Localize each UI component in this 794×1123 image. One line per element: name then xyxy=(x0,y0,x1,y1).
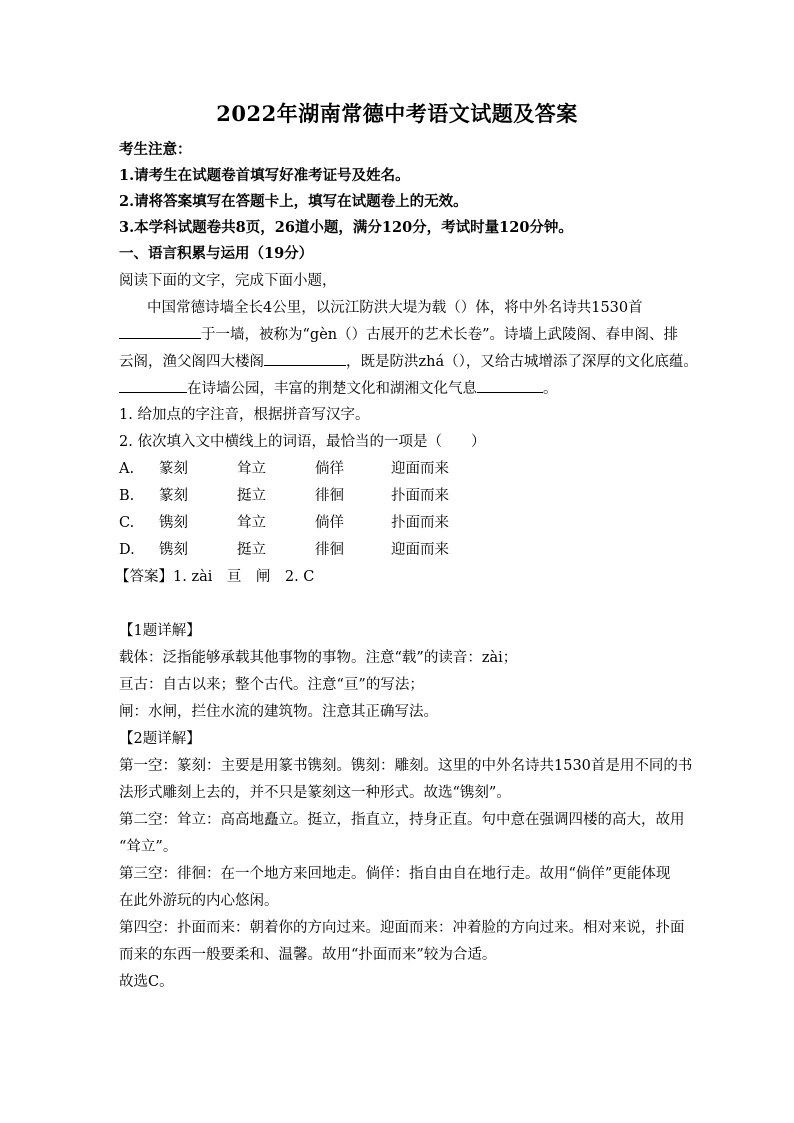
option-c xyxy=(119,513,449,533)
blank-1 xyxy=(119,324,201,339)
detail-2-heading: 【2题详解】 xyxy=(119,731,201,747)
passage-line-4b: 。 xyxy=(543,381,558,397)
detail-1-line: 亘古：自古以来；整个古代。注意“亘”的写法； xyxy=(119,677,424,693)
detail-2-line: 法形式雕刻上去的，并不只是篆刻这一种形式。故选“镌刻”。 xyxy=(119,785,511,801)
option-label: B. xyxy=(119,488,135,504)
option-word: 篆刻 xyxy=(159,461,188,477)
blank-2 xyxy=(264,351,346,366)
passage-line-3 xyxy=(119,351,698,372)
option-label: A. xyxy=(119,461,135,477)
option-d xyxy=(119,540,449,560)
option-word: 挺立 xyxy=(237,488,266,504)
option-word: 耸立 xyxy=(237,515,266,531)
option-word: 扑面而来 xyxy=(391,515,449,531)
option-word: 扑面而来 xyxy=(391,488,449,504)
detail-2-line: 第二空：耸立：高高地矗立。挺立，指直立，持身正直。句中意在强调四楼的高大，故用 xyxy=(119,812,685,828)
question-1: 1. 给加点的字注音，根据拼音写汉字。 xyxy=(119,407,370,423)
passage-line-3b: ，既是防洪zhá（），又给古城增添了深厚的文化底蕴。 xyxy=(346,354,698,370)
passage-line-4 xyxy=(119,378,558,399)
answer-line: 【答案】1. zài 亘 闸 2. C xyxy=(115,569,315,585)
option-b xyxy=(119,486,449,506)
option-word: 镌刻 xyxy=(159,542,188,558)
passage-line-1: 中国常德诗墙全长4公里，以沅江防洪大堤为载（）体，将中外名诗共1530首 xyxy=(147,300,643,316)
detail-2-line: 第四空：扑面而来：朝着你的方向过来。迎面而来：冲着脸的方向过来。相对来说，扑面 xyxy=(119,920,685,936)
option-word: 镌刻 xyxy=(159,515,188,531)
detail-2-line: 第三空：徘徊：在一个地方来回地走。倘佯：指自由自在地行走。故用“倘佯”更能体现 xyxy=(119,866,671,882)
detail-2-line: 在此外游玩的内心悠闲。 xyxy=(119,893,279,909)
option-word: 徘徊 xyxy=(315,488,344,504)
option-word: 迎面而来 xyxy=(391,542,449,558)
question-2: 2. 依次填入文中横线上的词语，最恰当的一项是（ ） xyxy=(119,434,486,450)
detail-1-line: 载体：泛指能够承载其他事物的事物。注意“载”的读音：zài； xyxy=(119,650,518,666)
detail-1-line: 闸：水闸，拦住水流的建筑物。注意其正确写法。 xyxy=(119,704,438,720)
notice-item-2: 2.请将答案填写在答题卡上，填写在试题卷上的无效。 xyxy=(119,193,468,210)
detail-2-line: 第一空：篆刻：主要是用篆书镌刻。镌刻：雕刻。这里的中外名诗共1530首是用不同的书 xyxy=(119,758,693,774)
reading-instruction: 阅读下面的文字，完成下面小题， xyxy=(119,273,337,289)
option-word: 挺立 xyxy=(237,542,266,558)
option-word: 篆刻 xyxy=(159,488,188,504)
detail-2-line: 故选C。 xyxy=(119,974,174,990)
notice-heading: 考生注意： xyxy=(119,141,192,158)
detail-2-line: 而来的东西一般要柔和、温馨。故用“扑面而来”较为合适。 xyxy=(119,947,497,963)
option-word: 倘徉 xyxy=(315,461,344,477)
blank-4 xyxy=(477,378,543,393)
detail-1-heading: 【1题详解】 xyxy=(119,623,201,639)
option-a xyxy=(119,459,449,479)
notice-item-3: 3.本学科试题卷共8页，26道小题，满分120分，考试时量120分钟。 xyxy=(119,219,573,236)
option-word: 耸立 xyxy=(237,461,266,477)
notice-item-1: 1.请考生在试题卷首填写好准考证号及姓名。 xyxy=(119,167,410,184)
passage-line-2-text: 于一墙，被称为“gèn（）古展开的艺术长卷”。诗墙上武陵阁、春申阁、排 xyxy=(201,327,679,343)
passage-line-3a: 云阁，渔父阁四大楼阁 xyxy=(119,354,264,370)
option-word: 迎面而来 xyxy=(391,461,449,477)
page-title: 2022年湖南常德中考语文试题及答案 xyxy=(216,101,578,126)
section-heading: 一、语言积累与运用（19分） xyxy=(119,245,314,262)
option-label: D. xyxy=(119,542,135,558)
passage-line-2 xyxy=(119,324,678,345)
blank-3 xyxy=(119,378,187,393)
option-word: 倘佯 xyxy=(315,515,344,531)
option-word: 徘徊 xyxy=(315,542,344,558)
passage-line-4a: 在诗墙公园，丰富的荆楚文化和湖湘文化气息 xyxy=(187,381,477,397)
detail-2-line: “耸立”。 xyxy=(119,839,178,855)
option-label: C. xyxy=(119,515,135,531)
